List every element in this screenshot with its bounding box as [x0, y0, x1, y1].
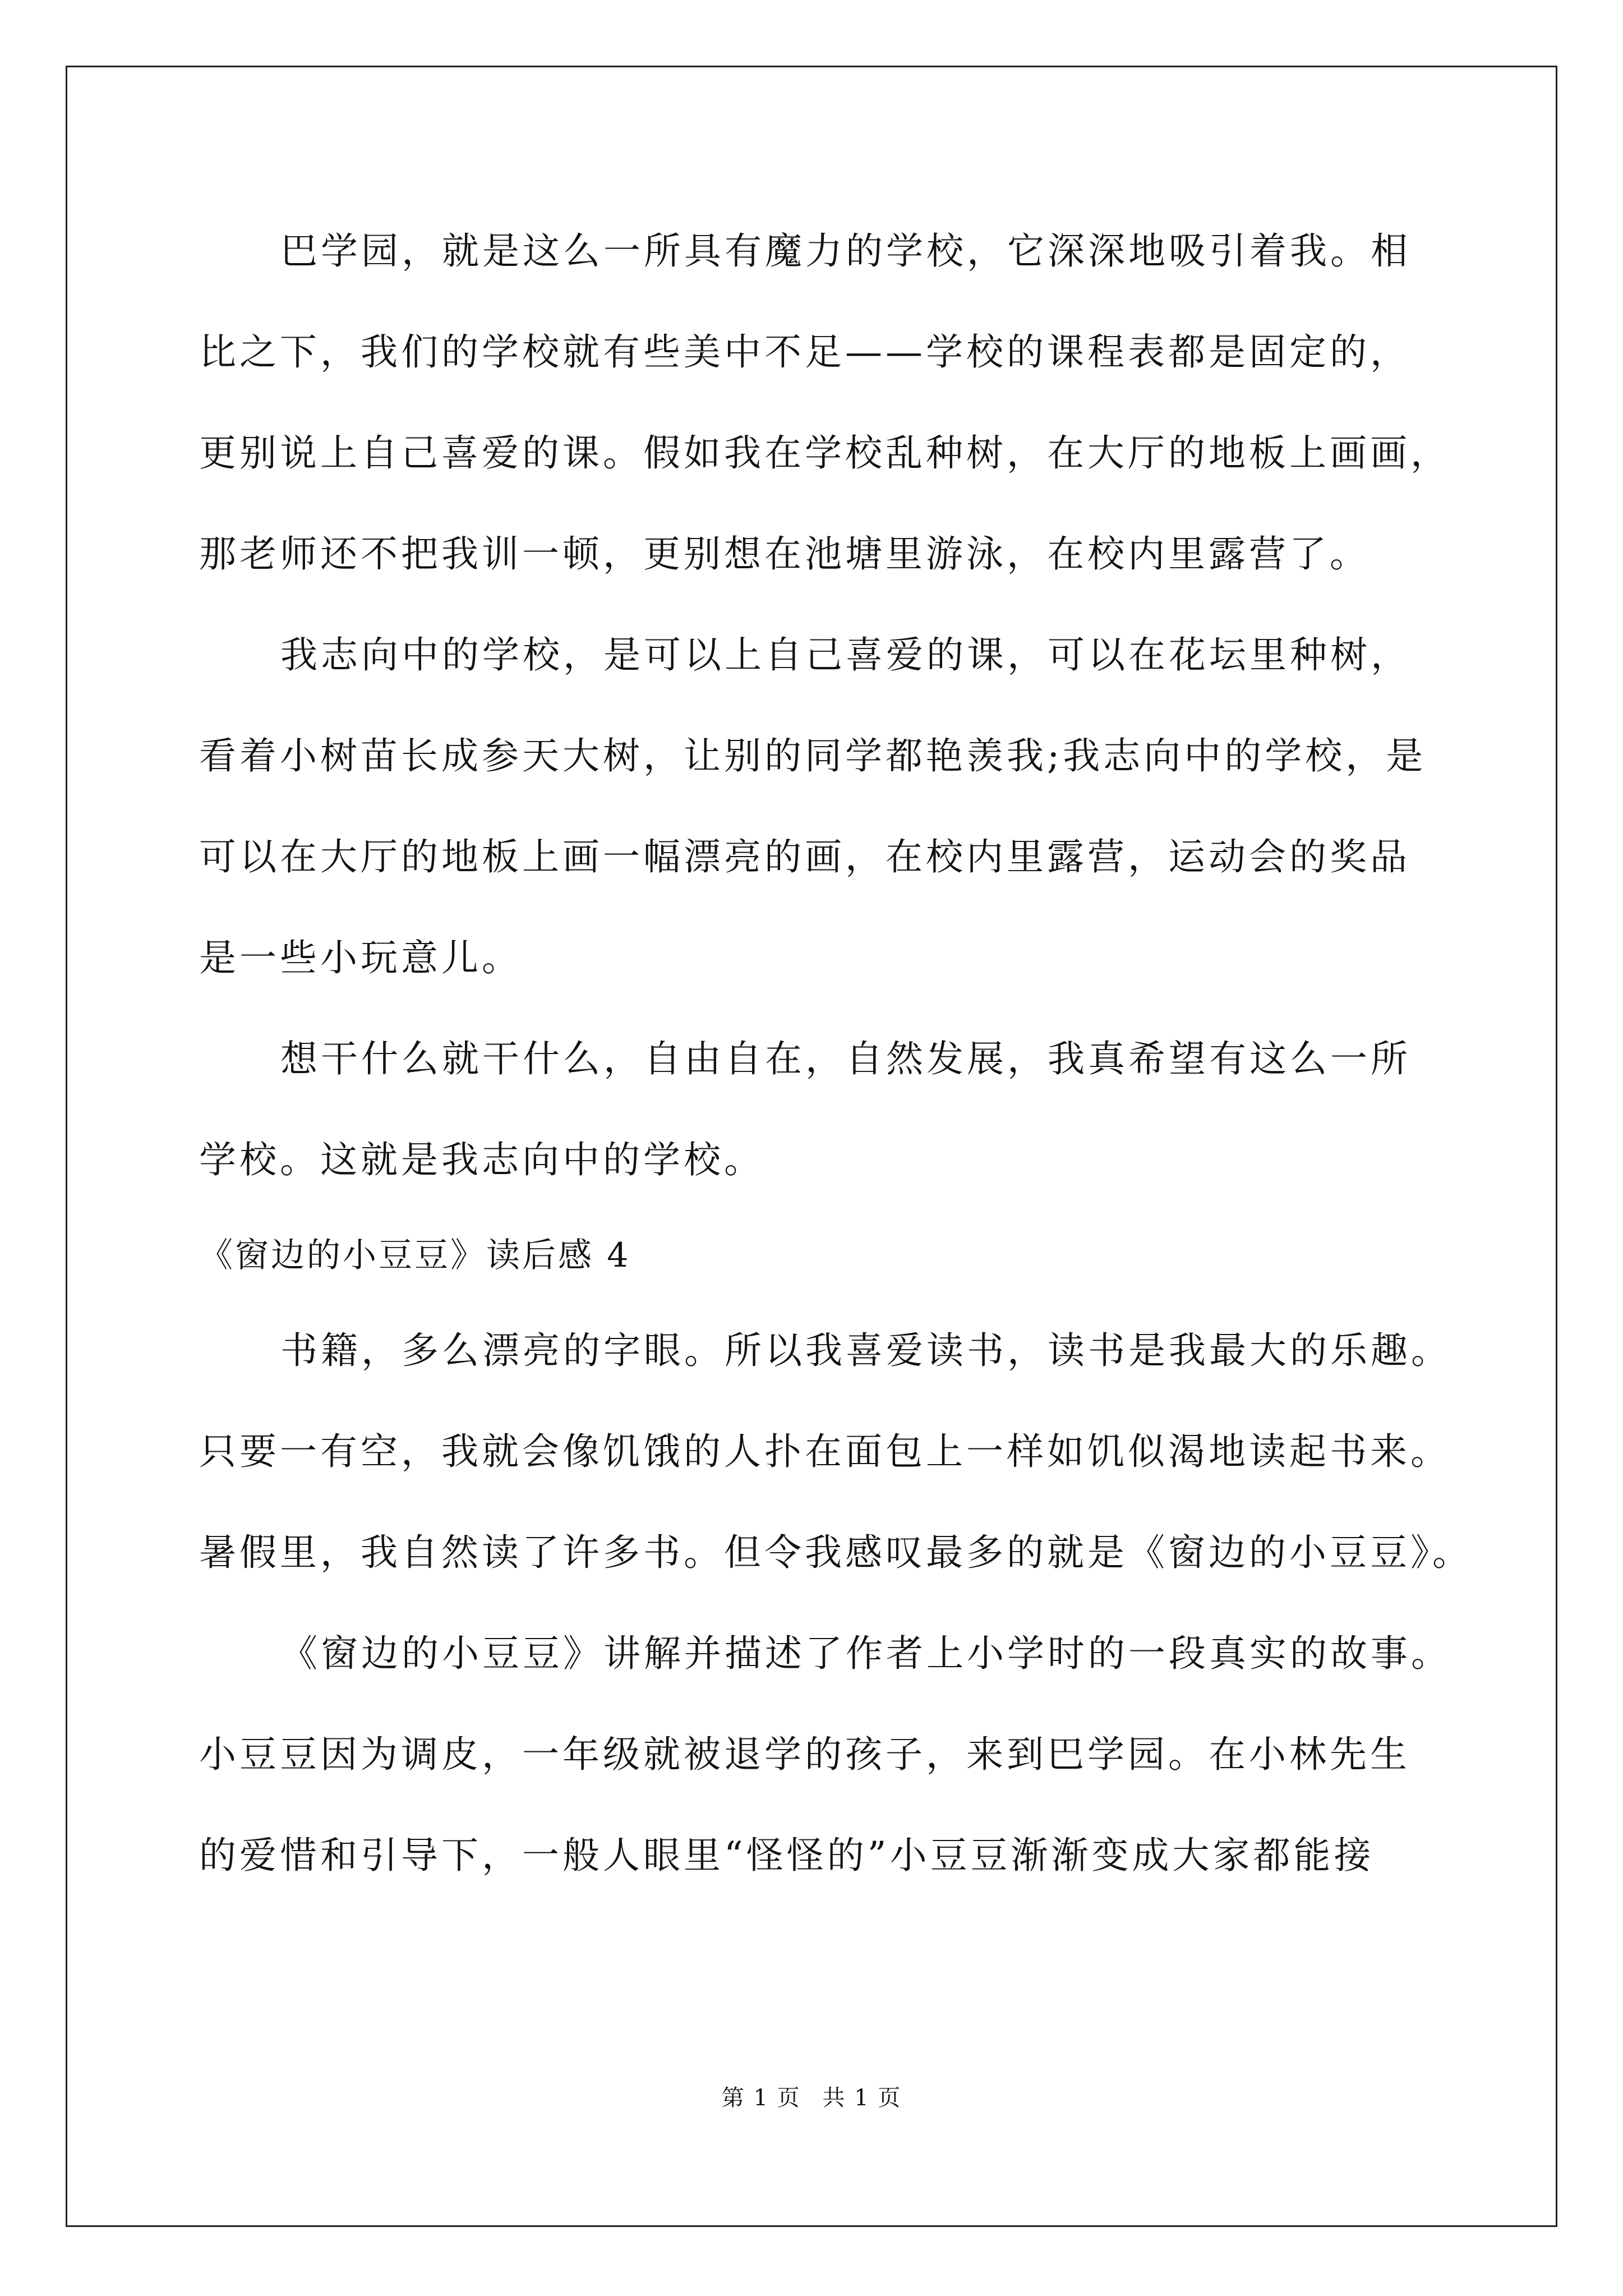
text-line: 那老师还不把我训一顿，更别想在池塘里游泳，在校内里露营了。 — [199, 532, 1370, 576]
text-line: 《窗边的小豆豆》讲解并描述了作者上小学时的一段真实的故事。 — [280, 1632, 1451, 1675]
text-line: 看着小树苗长成参天大树，让别的同学都艳羡我;我志向中的学校，是 — [199, 734, 1427, 777]
text-line: 想干什么就干什么，自由自在，自然发展，我真希望有这么一所 — [280, 1037, 1411, 1080]
text-line: 只要一有空，我就会像饥饿的人扑在面包上一样如饥似渴地读起书来。 — [199, 1430, 1451, 1473]
text-line: 小豆豆因为调皮，一年级就被退学的孩子，来到巴学园。在小林先生 — [199, 1733, 1410, 1776]
text-line: 书籍，多么漂亮的字眼。所以我喜爱读书，读书是我最大的乐趣。 — [280, 1329, 1451, 1372]
text-line: 我志向中的学校，是可以上自己喜爱的课，可以在花坛里种树， — [280, 633, 1411, 677]
page-total: 共 1 页 — [822, 2085, 902, 2111]
text-line: 可以在大厅的地板上画一幅漂亮的画，在校内里露营，运动会的奖品 — [199, 835, 1410, 878]
section-heading: 《窗边的小豆豆》读后感 4 — [199, 1236, 631, 1275]
text-line: 比之下，我们的学校就有些美中不足——学校的课程表都是固定的， — [199, 330, 1410, 374]
text-line: 的爱惜和引导下，一般人眼里“怪怪的”小豆豆渐渐变成大家都能接 — [199, 1834, 1375, 1877]
text-line: 是一些小玩意儿。 — [199, 936, 522, 979]
page-footer — [0, 2081, 1623, 2115]
text-line: 暑假里，我自然读了许多书。但令我感叹最多的就是《窗边的小豆豆》。 — [199, 1531, 1473, 1574]
text-line: 更别说上自己喜爱的课。假如我在学校乱种树，在大厅的地板上画画， — [199, 431, 1451, 475]
text-line: 巴学园，就是这么一所具有魔力的学校，它深深地吸引着我。相 — [280, 229, 1411, 273]
page-number: 第 1 页 — [721, 2085, 801, 2111]
text-line: 学校。这就是我志向中的学校。 — [199, 1138, 764, 1181]
